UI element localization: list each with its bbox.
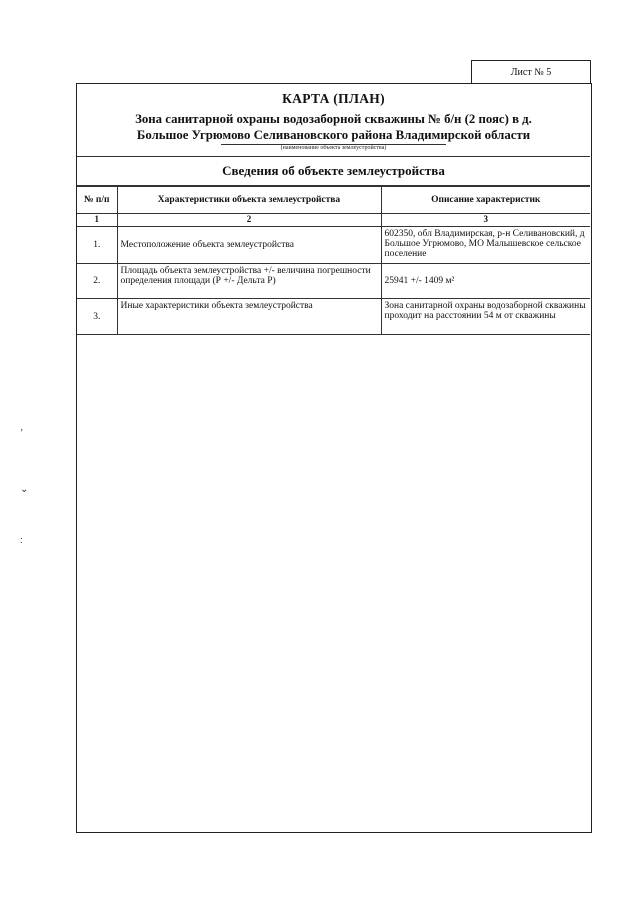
- table-row: [77, 264, 590, 299]
- document-frame: [76, 83, 592, 833]
- header-num: № п/п: [77, 187, 117, 214]
- document-subtitle: [77, 111, 590, 143]
- row-description: Зона санитарной охраны водозаборной скважины проходит на расстоянии 54 м от скважины: [381, 299, 590, 335]
- row-description: 25941 +/- 1409 м²: [381, 264, 590, 299]
- subtitle-line-2: Большое Угрюмово Селивановского района Владимирской области: [136, 128, 531, 142]
- row-description: 602350, обл Владимирская, р-н Селивановский, д Большое Угрюмово, МО Малышевское сельское поселение: [381, 227, 590, 264]
- section-title: Сведения об объекте землеустройства: [77, 157, 590, 186]
- row-number: 3.: [77, 299, 117, 335]
- index-cell: 1: [77, 214, 117, 227]
- index-cell: 3: [381, 214, 590, 227]
- margin-mark: ∶: [20, 536, 23, 547]
- row-number: 2.: [77, 264, 117, 299]
- index-cell: 2: [117, 214, 381, 227]
- margin-mark: ’: [20, 428, 24, 439]
- title-block: [77, 84, 590, 157]
- sheet-number: Лист № 5: [510, 67, 552, 78]
- row-characteristic: Иные характеристики объекта землеустройства: [117, 299, 381, 335]
- row-characteristic: Площадь объекта землеустройства +/- величина погрешности определения площади (Р +/- Дельта Р): [117, 264, 381, 299]
- sheet-number-box: [471, 60, 591, 84]
- document-title: КАРТА (ПЛАН): [282, 91, 385, 106]
- table-row: [77, 227, 590, 264]
- table-row: [77, 299, 590, 335]
- margin-mark: ⌄: [20, 484, 29, 495]
- object-caption-row: [77, 142, 590, 154]
- characteristics-table: [77, 186, 590, 335]
- table-header-row: [77, 187, 590, 214]
- object-caption: (наименование объекта землеустройства): [221, 144, 447, 151]
- table-index-row: [77, 214, 590, 227]
- row-characteristic: Местоположение объекта землеустройства: [117, 227, 381, 264]
- header-description: Описание характеристик: [381, 187, 590, 214]
- row-number: 1.: [77, 227, 117, 264]
- header-characteristic: Характеристики объекта землеустройства: [117, 187, 381, 214]
- subtitle-line-1: Зона санитарной охраны водозаборной скважины № б/н (2 пояс) в д.: [135, 112, 532, 126]
